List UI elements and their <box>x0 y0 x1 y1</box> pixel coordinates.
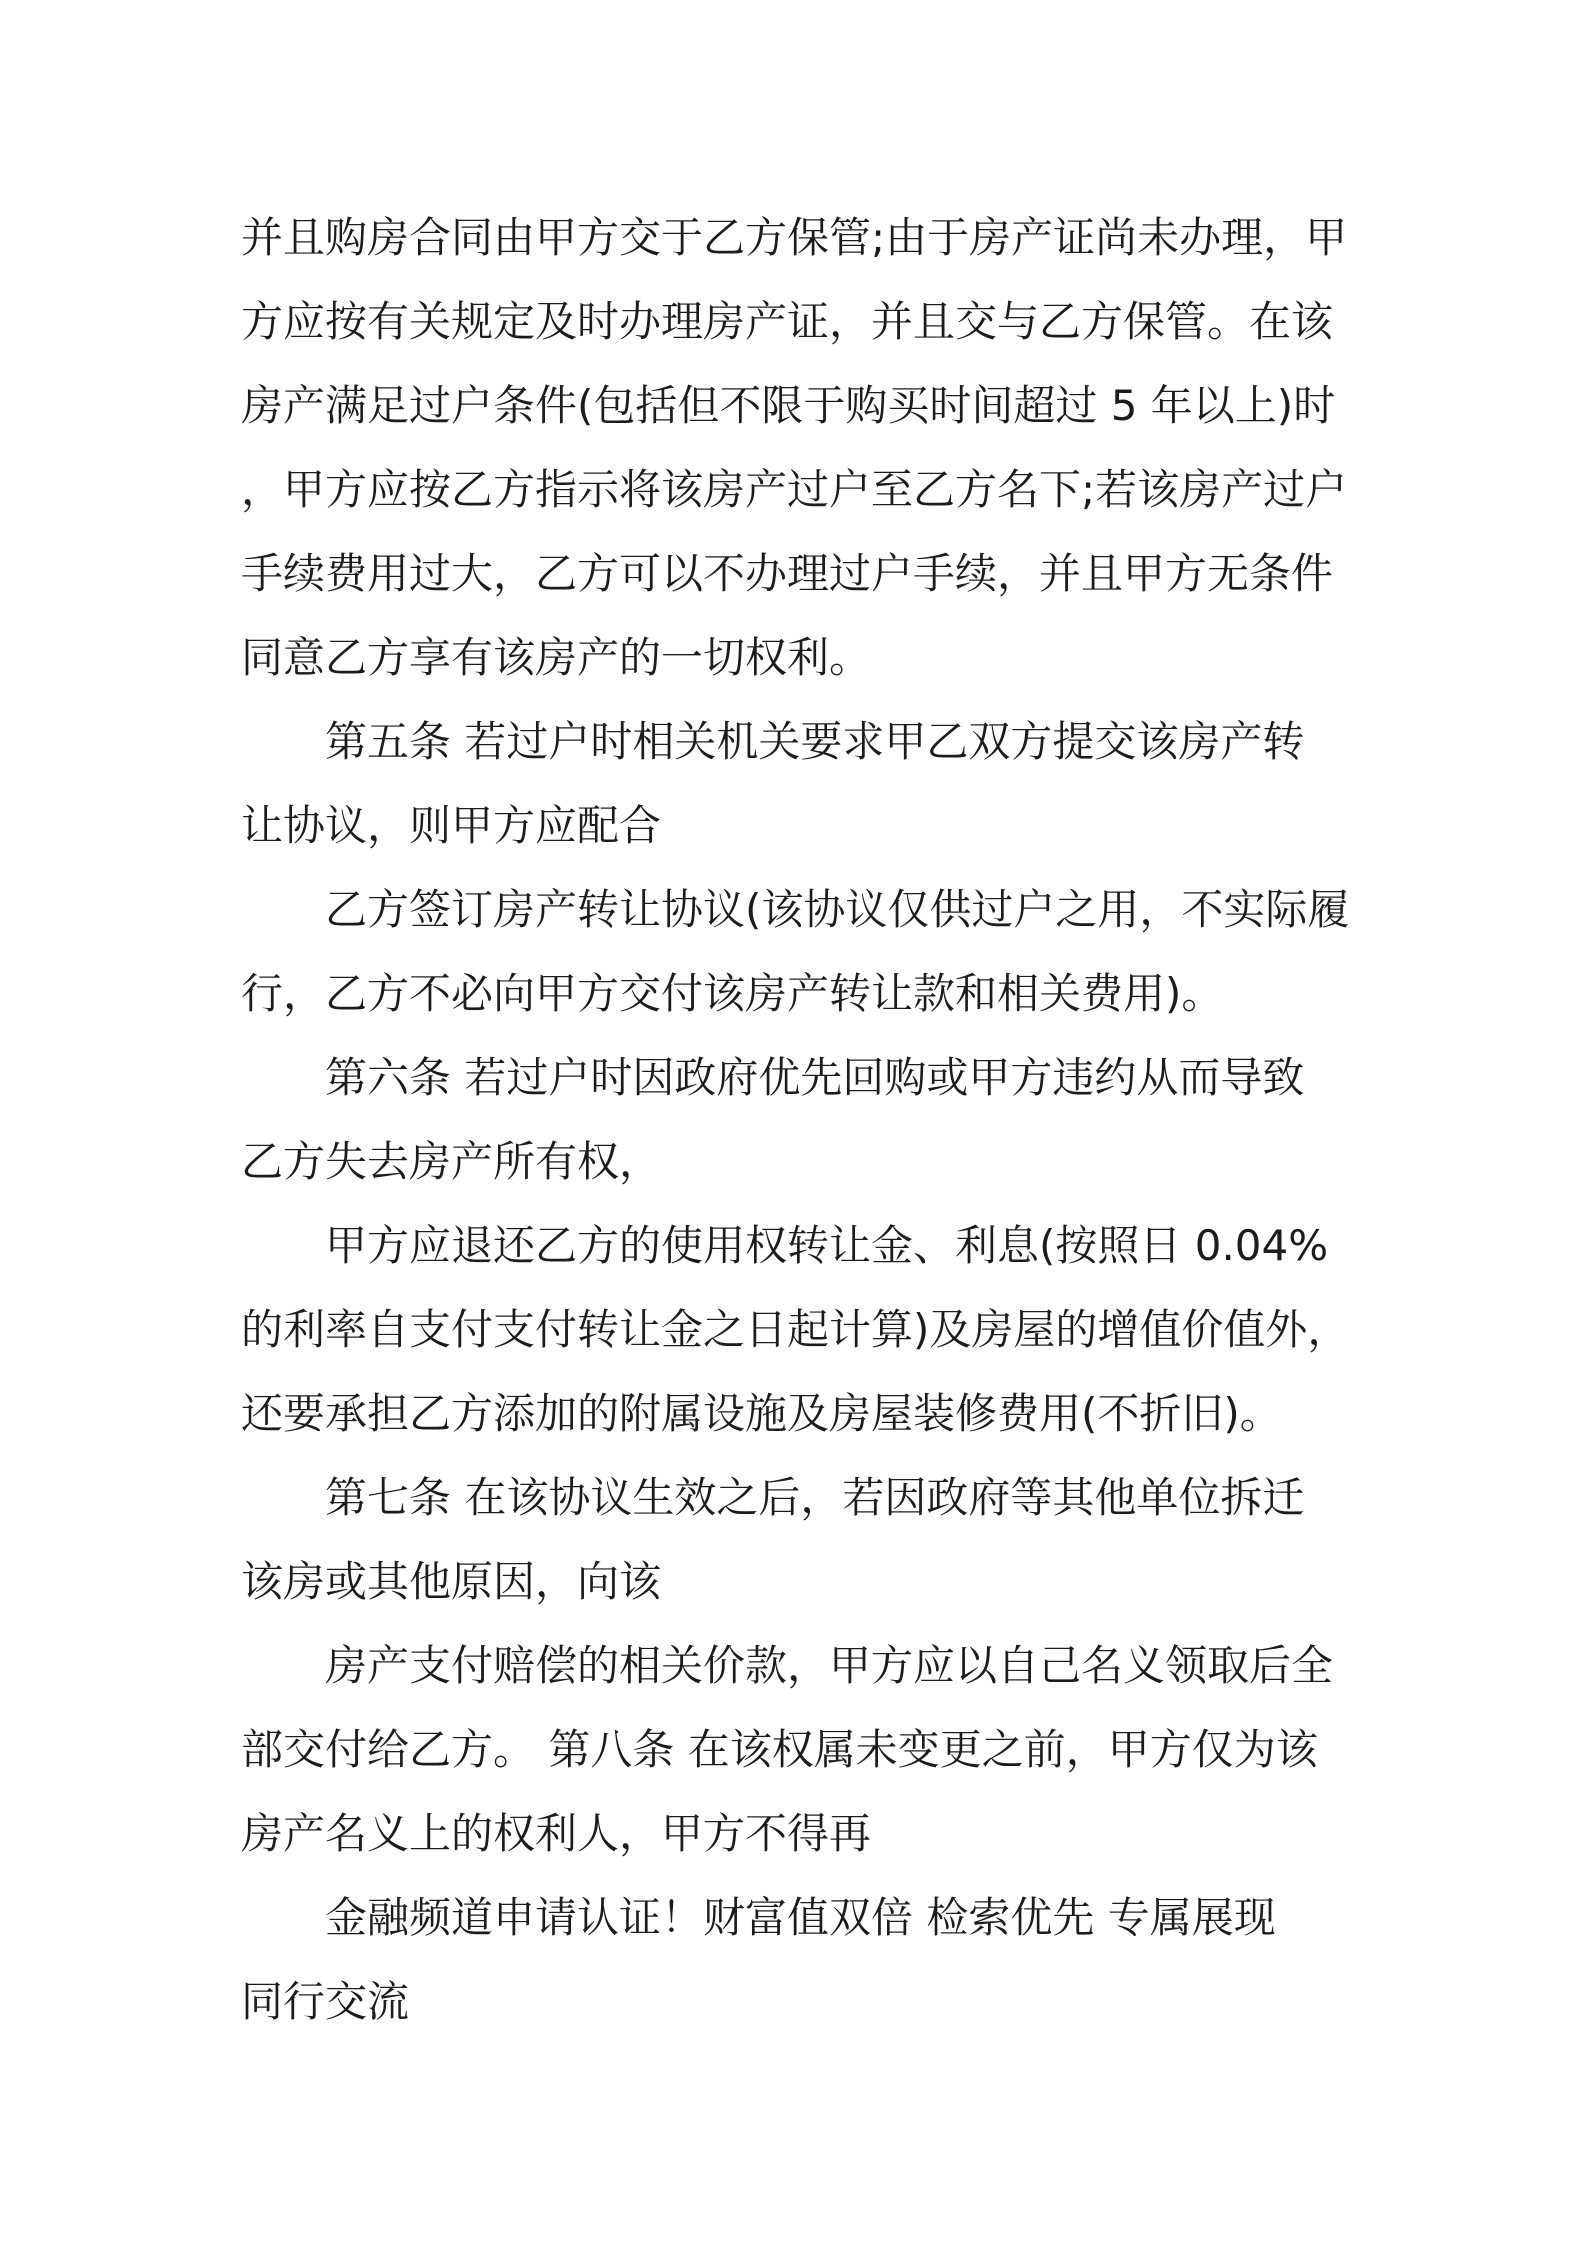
text-line-13: 甲方应退还乙方的使用权转让金、利息(按照日 0.04% <box>325 1221 1329 1270</box>
text-line-3: 房产满足过户条件(包括但不限于购买时间超过 5 年以上)时 <box>241 381 1336 430</box>
text-line-12: 乙方失去房产所有权， <box>241 1137 662 1186</box>
text-line-17: 该房或其他原因，向该 <box>241 1557 662 1606</box>
article-8-heading-line: 部交付给乙方。 第八条 在该权属未变更之前，甲方仅为该 <box>241 1725 1318 1774</box>
text-line-9: 乙方签订房产转让协议(该协议仅供过户之用，不实际履 <box>325 885 1350 934</box>
article-5-heading-line: 第五条 若过户时相关机关要求甲乙双方提交该房产转 <box>325 717 1305 766</box>
text-line-10: 行，乙方不必向甲方交付该房产转让款和相关费用)。 <box>241 969 1224 1018</box>
text-line-5: 手续费用过大，乙方可以不办理过户手续，并且甲方无条件 <box>241 549 1334 598</box>
text-line-14: 的利率自支付支付转让金之日起计算)及房屋的增值价值外， <box>241 1305 1350 1354</box>
text-line-4: ，甲方应按乙方指示将该房产过户至乙方名下;若该房产过户 <box>241 465 1348 514</box>
document-body <box>241 196 1350 2044</box>
text-line-20: 房产名义上的权利人，甲方不得再 <box>241 1809 872 1858</box>
text-line-8: 让协议，则甲方应配合 <box>241 801 662 850</box>
text-line-6: 同意乙方享有该房产的一切权利。 <box>241 633 872 682</box>
text-line-1: 并且购房合同由甲方交于乙方保管;由于房产证尚未办理，甲 <box>241 213 1348 262</box>
article-6-heading-line: 第六条 若过户时因政府优先回购或甲方违约从而导致 <box>325 1053 1305 1102</box>
promo-text-line: 金融频道申请认证！财富值双倍 检索优先 专属展现 <box>325 1893 1276 1942</box>
text-line-18: 房产支付赔偿的相关价款，甲方应以自己名义领取后全 <box>325 1641 1334 1690</box>
article-7-heading-line: 第七条 在该协议生效之后，若因政府等其他单位拆迁 <box>325 1473 1305 1522</box>
text-line-2: 方应按有关规定及时办理房产证，并且交与乙方保管。在该 <box>241 297 1334 346</box>
text-line-15: 还要承担乙方添加的附属设施及房屋装修费用(不折旧)。 <box>241 1389 1282 1438</box>
promo-text-line-2: 同行交流 <box>241 1977 410 2026</box>
